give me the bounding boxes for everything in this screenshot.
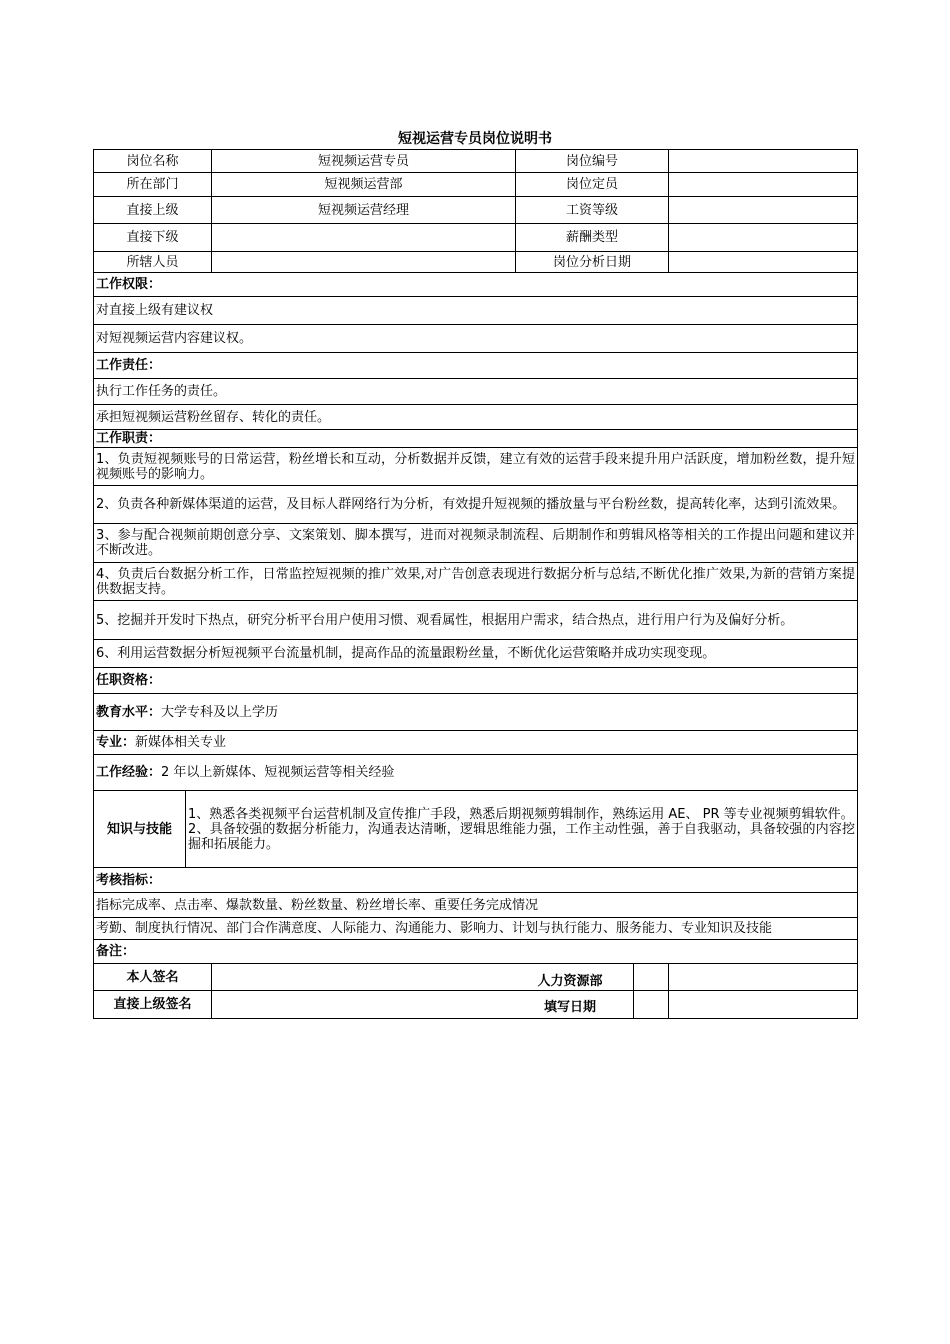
kpi-item: 指标完成率、点击率、爆款数量、粉丝数量、粉丝增长率、重要任务完成情况 [94, 893, 858, 918]
section-qualification-heading: 任职资格： [94, 668, 858, 694]
value-subordinate [212, 224, 516, 252]
section-notes-heading: 备注： [94, 940, 858, 964]
supervisor-signature-label: 直接上级签名 [94, 991, 212, 1019]
section-duties-heading: 工作职责： [94, 430, 858, 448]
responsibility-item: 承担短视频运营粉丝留存、转化的责任。 [94, 405, 858, 430]
info-row [94, 150, 858, 173]
hr-field [669, 964, 858, 991]
experience-label: 工作经验： [96, 765, 162, 780]
responsibility-item: 执行工作任务的责任。 [94, 379, 858, 405]
major-value: 新媒体相关专业 [135, 735, 227, 750]
self-signature-label: 本人签名 [94, 964, 212, 991]
skills-label: 知识与技能 [94, 791, 186, 868]
label-salary-grade: 工资等级 [516, 197, 669, 224]
kpi-item: 考勤、制度执行情况、部门合作满意度、人际能力、沟通能力、影响力、计划与执行能力、服务能力、专业知识及技能 [94, 918, 858, 940]
value-headcount [669, 173, 858, 197]
fill-date-label-text: 填写日期 [543, 1000, 596, 1015]
experience-value: 2 年以上新媒体、短视频运营等相关经验 [161, 765, 395, 780]
value-department: 短视频运营部 [212, 173, 516, 197]
document-title: 短视运营专员岗位说明书 [398, 131, 552, 147]
duty-item: 1、负责短视频账号的日常运营，粉丝增长和互动，分析数据并反馈，建立有效的运营手段来提升用户活跃度，增加粉丝数，提升短视频账号的影响力。 [94, 448, 858, 486]
education-row [94, 694, 858, 731]
value-pay-type [669, 224, 858, 252]
value-salary-grade [669, 197, 858, 224]
authority-item: 对短视频运营内容建议权。 [94, 325, 858, 353]
duty-item: 6、利用运营数据分析短视频平台流量机制，提高作品的流量跟粉丝量，不断优化运营策略并成功实现变现。 [94, 640, 858, 668]
value-staff [212, 252, 516, 273]
experience-row [94, 755, 858, 791]
duty-item: 3、参与配合视频前期创意分享、文案策划、脚本撰写，进而对视频录制流程、后期制作和剪辑风格等相关的工作提出问题和建议并不断改进。 [94, 524, 858, 563]
education-value: 大学专科及以上学历 [161, 704, 279, 720]
label-analysis-date: 岗位分析日期 [516, 252, 669, 273]
authority-item: 对直接上级有建议权 [94, 297, 858, 325]
section-authority-heading: 工作权限： [94, 273, 858, 297]
duty-item: 5、挖掘并开发时下热点，研究分析平台用户使用习惯、观看属性，根据用户需求，结合热点，进行用户行为及偏好分析。 [94, 601, 858, 640]
label-department: 所在部门 [94, 173, 212, 197]
hr-label-text: 人力资源部 [537, 974, 603, 989]
skills-item: 2、具备较强的数据分析能力，沟通表达清晰，逻辑思维能力强，工作主动性强，善于自我驱动，具备较强的内容挖掘和拓展能力。 [188, 821, 856, 852]
label-pay-type: 薪酬类型 [516, 224, 669, 252]
info-row [94, 252, 858, 273]
label-job-title: 岗位名称 [94, 150, 212, 173]
label-subordinate: 直接下级 [94, 224, 212, 252]
education-label: 教育水平： [96, 704, 162, 720]
info-row [94, 197, 858, 224]
label-headcount: 岗位定员 [516, 173, 669, 197]
duty-item: 2、负责各种新媒体渠道的运营，及目标人群网络行为分析，有效提升短视频的播放量与平台粉丝数，提高转化率，达到引流效果。 [94, 486, 858, 524]
job-description-table [93, 149, 858, 1019]
major-label: 专业： [96, 735, 136, 750]
value-job-title: 短视频运营专员 [212, 150, 516, 173]
value-supervisor: 短视频运营经理 [212, 197, 516, 224]
fill-date-field [669, 991, 858, 1019]
info-row [94, 173, 858, 197]
value-job-code [669, 150, 858, 173]
major-row [94, 731, 858, 755]
label-supervisor: 直接上级 [94, 197, 212, 224]
info-row [94, 224, 858, 252]
skills-content [186, 791, 858, 868]
value-analysis-date [669, 252, 858, 273]
duty-item: 4、负责后台数据分析工作，日常监控短视频的推广效果,对广告创意表现进行数据分析与总结,不断优化推广效果,为新的营销方案提供数据支持。 [94, 563, 858, 601]
section-responsibility-heading: 工作责任： [94, 353, 858, 379]
skills-item: 1、熟悉各类视频平台运营机制及宣传推广手段，熟悉后期视频剪辑制作，熟练运用 AE、 PR 等专业视频剪辑软件。 [188, 806, 854, 822]
label-staff: 所辖人员 [94, 252, 212, 273]
label-job-code: 岗位编号 [516, 150, 669, 173]
section-kpi-heading: 考核指标： [94, 868, 858, 893]
